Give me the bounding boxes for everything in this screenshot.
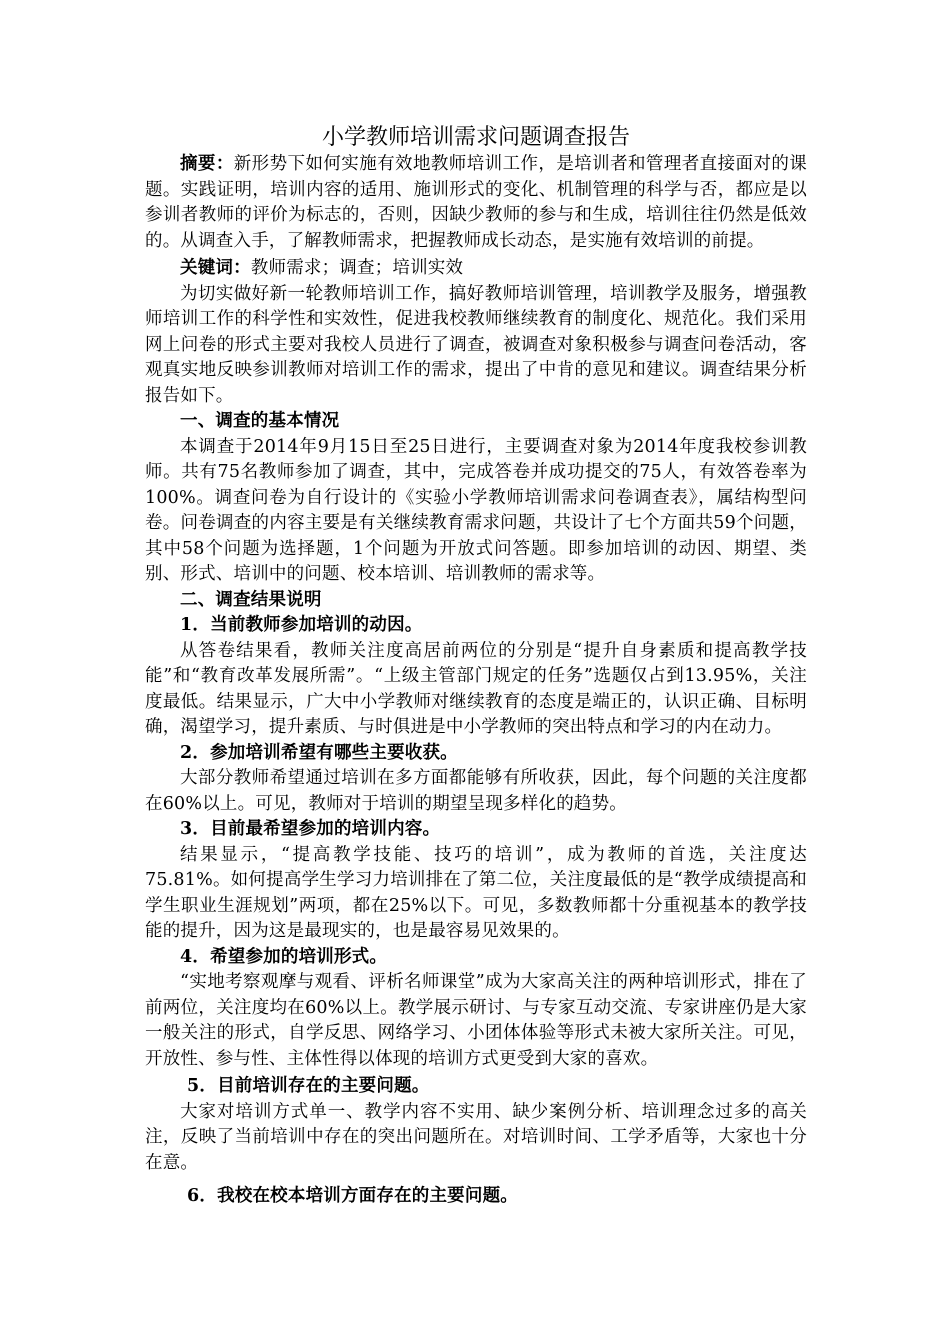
intro-paragraph: 为切实做好新一轮教师培训工作，搞好教师培训管理，培训教学及服务，增强教师培训工作的科学性和实效性，促进我校教师继续教育的制度化、规范化。我们采用网上问卷的形式主要对我校人员进行了调查，被调查对象积极参与调查问卷活动，客观真实地反映参训教师对培训工作的需求，提出了中肯的意见和建议。调查结果分析报告如下。 <box>145 283 807 406</box>
abstract-label: 摘要： <box>180 154 234 174</box>
item2-heading: 2．参加培训希望有哪些主要收获。 <box>180 742 458 763</box>
item1-heading: 1．当前教师参加培训的动因。 <box>180 615 423 635</box>
section1-heading: 一、调查的基本情况 <box>180 411 340 431</box>
item3-paragraph: 结果显示，“提高教学技能、技巧的培训”，成为教师的首选，关注度达75.81%。如何提高学生学习力培训排在了第二位，关注度最低的是“教学成绩提高和学生职业生涯规划”两项，都在25%以下。可见，多数教师都十分重视基本的教学技能的提升，因为这是最现实的，也是最容易见效果的。 <box>145 844 807 941</box>
document-title: 小学教师培训需求问题调查报告 <box>321 125 630 150</box>
item2-paragraph: 大部分教师希望通过培训在多方面都能够有所收获，因此，每个问题的关注度都在60%以上。可见，教师对于培训的期望呈现多样化的趋势。 <box>145 768 807 814</box>
abstract-paragraph <box>145 152 807 254</box>
keywords-label: 关键词： <box>180 258 251 278</box>
item5-heading: 5．目前培训存在的主要问题。 <box>187 1076 430 1096</box>
document-body <box>145 124 807 1210</box>
section2-heading: 二、调查结果说明 <box>180 589 322 610</box>
keywords-text: 教师需求；调查；培训实效 <box>250 258 464 278</box>
item3-heading: 3．目前最希望参加的培训内容。 <box>180 819 441 839</box>
item4-paragraph: “实地考察观摩与观看、评析名师课堂”成为大家高关注的两种培训形式，排在了前两位，关注度均在60%以上。教学展示研讨、与专家互动交流、专家讲座仍是大家一般关注的形式，自学反思、网络学习、小团体体验等形式未被大家所关注。可见，开放性、参与性、主体性得以体现的培训方式更受到大家的喜欢。 <box>145 972 807 1069</box>
keywords-paragraph <box>145 256 807 282</box>
item4-heading: 4．希望参加的培训形式。 <box>180 946 388 967</box>
item5-paragraph: 大家对培训方式单一、教学内容不实用、缺少案例分析、培训理念过多的高关注，反映了当前培训中存在的突出问题所在。对培训时间、工学矛盾等，大家也十分在意。 <box>145 1101 807 1173</box>
abstract-text: 新形势下如何实施有效地教师培训工作，是培训者和管理者直接面对的课题。实践证明，培训内容的适用、施训形式的变化、机制管理的科学与否，都应是以参训者教师的评价为标志的，否则，因缺少教师的参与和生成，培训往往仍然是低效的。从调查入手，了解教师需求，把握教师成长动态，是实施有效培训的前提。 <box>145 154 807 251</box>
item1-paragraph: 从答卷结果看，教师关注度高居前两位的分别是“提升自身素质和提高教学技能”和“教育改革发展所需”。“上级主管部门规定的任务”选题仅占到13.95%，关注度最低。结果显示，广大中小学教师对继续教育的态度是端正的，认识正确、目标明确，渴望学习，提升素质、与时俱进是中小学教师的突出特点和学习的内在动力。 <box>145 640 807 737</box>
section1-paragraph: 本调查于2014年9月15日至25日进行，主要调查对象为2014年度我校参训教师。共有75名教师参加了调查，其中，完成答卷并成功提交的75人，有效答卷率为100%。调查问卷为自行设计的《实验小学教师培训需求问卷调查表》，属结构型问卷。问卷调查的内容主要是有关继续教育需求问题，共设计了七个方面共59个问题，其中58个问题为选择题，1个问题为开放式问答题。即参加培训的动因、期望、类别、形式、培训中的问题、校本培训、培训教师的需求等。 <box>145 436 807 584</box>
item6-heading: 6．我校在校本培训方面存在的主要问题。 <box>187 1186 518 1206</box>
